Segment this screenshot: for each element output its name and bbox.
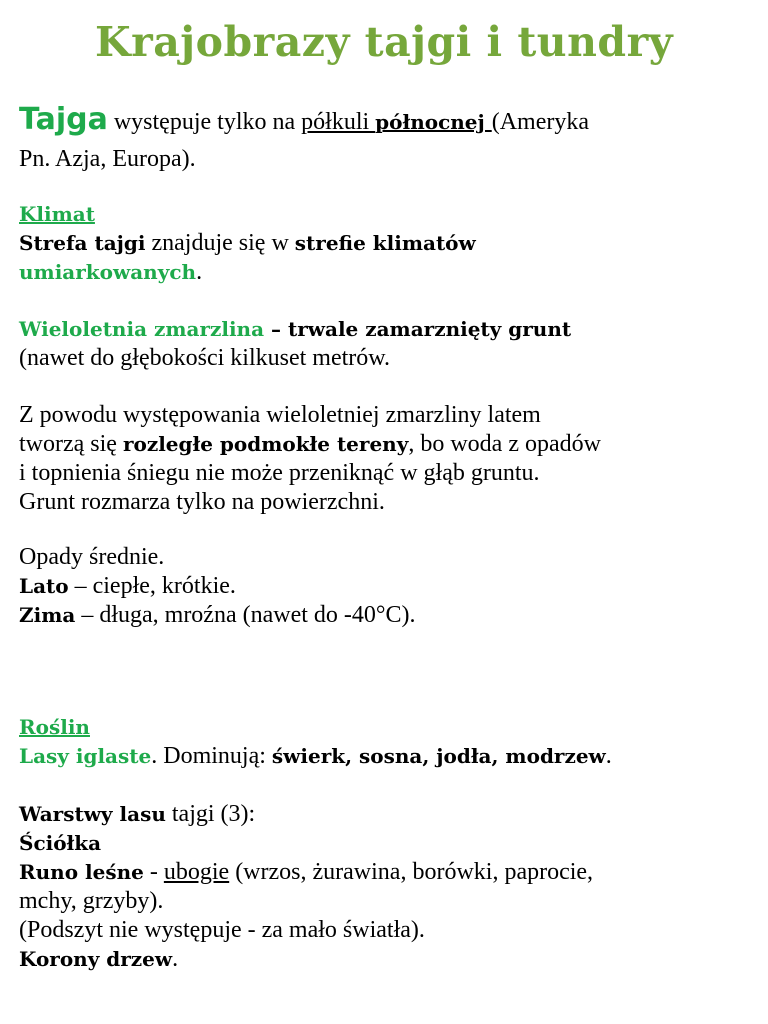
powod-line-1: Z powodu występowania wieloletniej zmarzliny latem <box>19 402 541 428</box>
klimat-heading <box>19 200 95 228</box>
intro-polnocnej: północnej <box>375 110 492 134</box>
roslin-heading <box>19 713 90 741</box>
intro-ameryka: (Ameryka <box>491 109 590 135</box>
powod-line-2 <box>19 430 601 458</box>
runo-lesne: Runo leśne <box>19 860 144 884</box>
zima-text: – długa, mroźna (nawet do -40°C). <box>75 602 416 628</box>
runo-line-2: mchy, grzyby). <box>19 888 164 914</box>
sciolka-line <box>19 829 101 857</box>
roslin-line-1 <box>19 742 612 770</box>
species-list: świerk, sosna, jodła, modrzew <box>271 744 606 768</box>
period: . <box>605 743 612 769</box>
intro-polkuli: półkuli <box>301 109 376 135</box>
korony-drzew: Korony drzew <box>19 947 173 971</box>
roslin-heading-text: Roślin <box>19 715 90 739</box>
strefa-tajgi: Strefa tajgi <box>19 231 146 255</box>
podmokle-tereny: rozległe podmokłe tereny <box>122 432 409 456</box>
dominuja: . Dominują: <box>151 743 272 769</box>
umiarkowanych: umiarkowanych <box>19 260 197 284</box>
podszyt-line: (Podszyt nie występuje - za mało światła). <box>19 917 425 943</box>
zima-label: Zima <box>19 603 76 627</box>
strefie-klimatow: strefie klimatów <box>294 231 476 255</box>
powod-text-a: tworzą się <box>19 431 123 457</box>
zmarzlina-line-2: (nawet do głębokości kilkuset metrów. <box>19 345 391 371</box>
term-tajga: Tajga <box>19 102 108 137</box>
runo-text: (wrzos, żurawina, borówki, paprocie, <box>229 859 594 885</box>
dash: - <box>143 859 164 885</box>
warstwy-lasu: Warstwy lasu <box>19 802 166 826</box>
powod-text-c: , bo woda z opadów <box>408 431 601 457</box>
intro-line-2: Pn. Azja, Europa). <box>19 146 196 172</box>
klimat-line-2 <box>19 258 202 286</box>
ubogie: ubogie <box>163 859 230 885</box>
lato-text: – ciepłe, krótkie. <box>68 573 236 599</box>
powod-line-3: i topnienia śniegu nie może przeniknąć w głąb gruntu. <box>19 460 540 486</box>
opady-line: Opady średnie. <box>19 544 165 570</box>
lato-label: Lato <box>19 574 69 598</box>
zima-line <box>19 601 416 629</box>
intro-line-1 <box>19 102 590 137</box>
powod-line-4: Grunt rozmarza tylko na powierzchni. <box>19 489 385 515</box>
lasy-iglaste: Lasy iglaste <box>19 744 152 768</box>
lato-line <box>19 572 236 600</box>
intro-text: występuje tylko na <box>107 109 302 135</box>
korony-line <box>19 945 178 973</box>
period: . <box>196 259 203 285</box>
klimat-text: znajduje się w <box>145 230 295 256</box>
klimat-line-1 <box>19 229 476 257</box>
sciolka: Ściółka <box>19 831 102 855</box>
warstwy-line <box>19 800 255 828</box>
klimat-heading-text: Klimat <box>19 202 95 226</box>
trwale-zamarzniety: trwale zamarznięty grunt <box>288 317 572 341</box>
runo-line <box>19 858 593 886</box>
dash: – <box>264 317 288 341</box>
page-title: Krajobrazy tajgi i tundry <box>94 18 674 66</box>
wieloletnia-zmarzlina: Wieloletnia zmarzlina <box>19 317 265 341</box>
period: . <box>172 946 179 972</box>
zmarzlina-line-1 <box>19 315 571 343</box>
warstwy-text: tajgi (3): <box>165 801 256 827</box>
